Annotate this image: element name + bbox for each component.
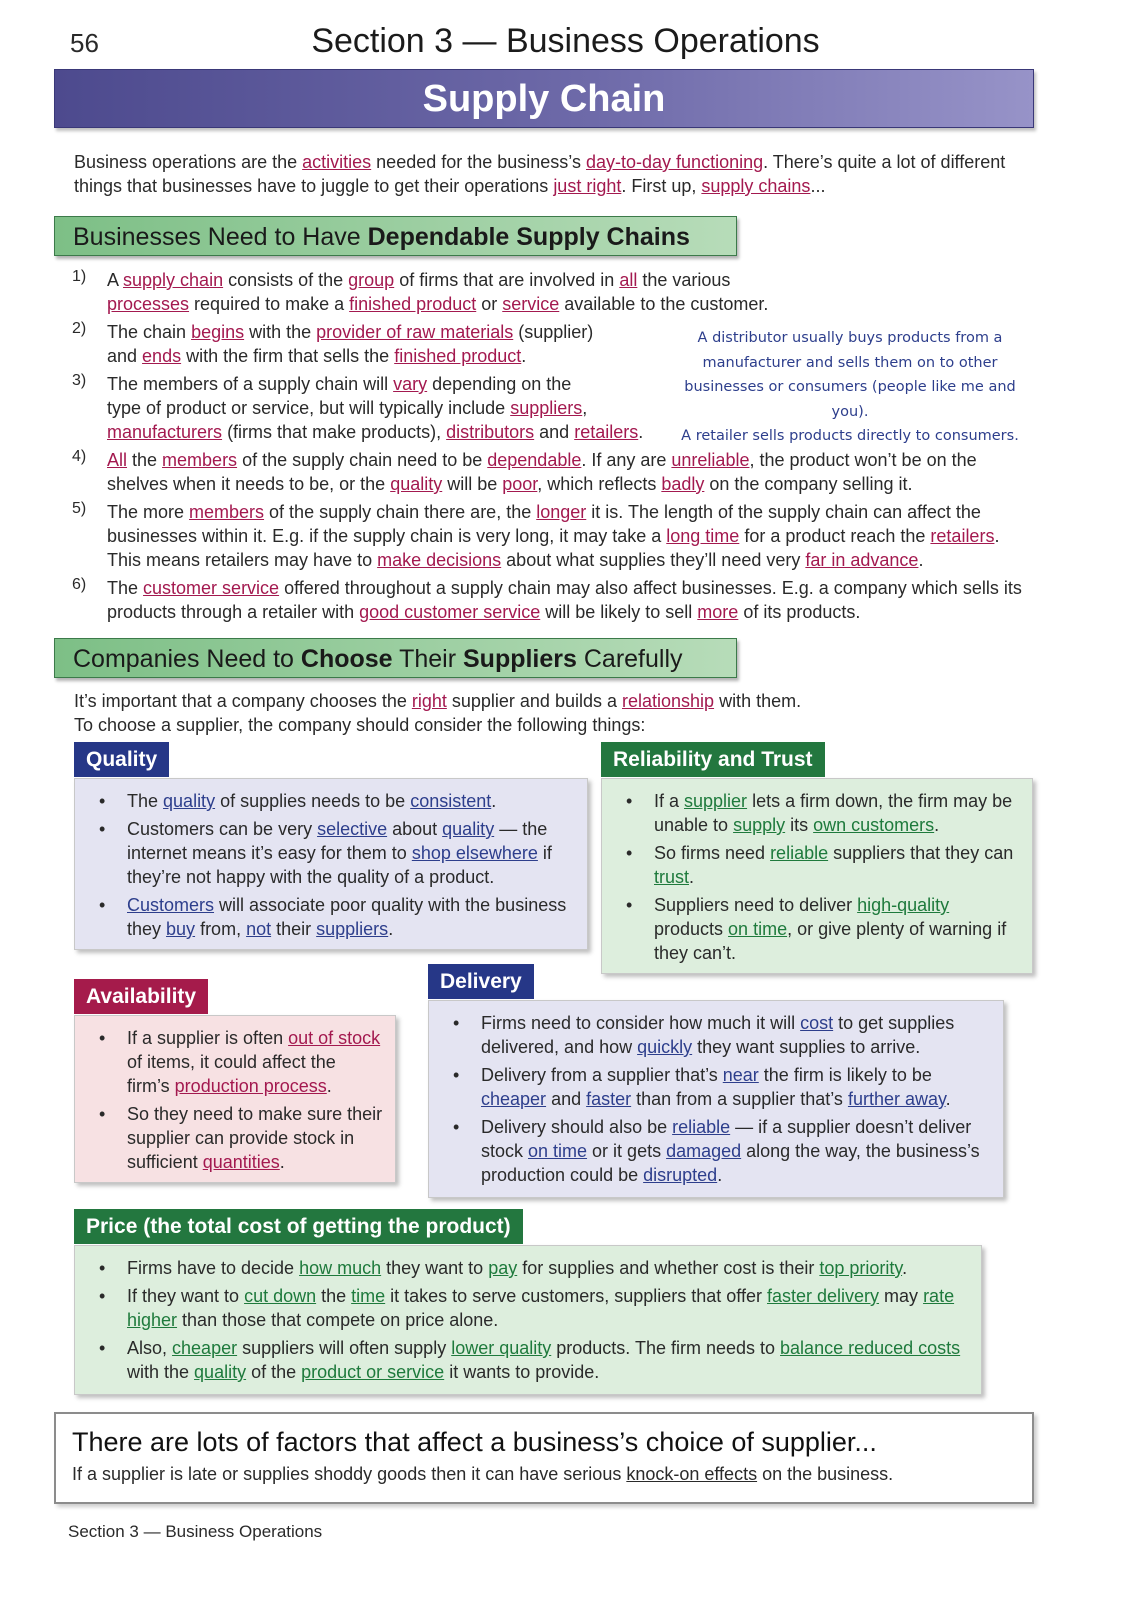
list-item: 1) A supply chain consists of the group of firms that are involved in all the various processes required to make a finished product or service available to the customer.: [72, 268, 769, 314]
list-item: • So firms need reliable suppliers that they can trust.: [602, 841, 1018, 889]
availability-box: [74, 1015, 396, 1183]
list-item: • If a supplier is often out of stock of items, it could affect the firm’s production process.: [75, 1026, 383, 1098]
list-item: • Delivery should also be reliable — if a supplier doesn’t deliver stock on time or it gets damaged along the way, the business’s production could be disrupted.: [429, 1115, 989, 1187]
quality-box: [74, 778, 588, 950]
list-item: 2) The chain begins with the provider of raw materials (supplier) and ends with the firm that sells the finished product.: [72, 320, 594, 366]
section2-intro: It’s important that a company chooses the right supplier and builds a relationship with them. To choose a supplier, the company should consider the following things:: [74, 691, 802, 735]
list-item: • Firms have to decide how much they want to pay for supplies and whether cost is their top priority.: [75, 1256, 967, 1280]
price-box: [74, 1245, 982, 1395]
list-item: • If a supplier lets a firm down, the firm may be unable to supply its own customers.: [602, 789, 1018, 837]
delivery-label: Delivery: [428, 964, 534, 999]
list-item: 6) The customer service offered throughout a supply chain may also affect businesses. E.g. a company which sells its products through a retailer with good customer service will be likely to sell more of its products.: [72, 576, 1022, 622]
intro-paragraph: Business operations are the activities needed for the business’s day-to-day functioning. There’s quite a lot of different things that businesses have to juggle to get their operations just right. First up, supply chains...: [74, 152, 1006, 196]
summary-title: There are lots of factors that affect a business’s choice of supplier...: [72, 1427, 877, 1457]
section-heading-supply-chains: Businesses Need to Have Dependable Supply Chains: [54, 216, 737, 256]
list-item: • If they want to cut down the time it takes to serve customers, suppliers that offer faster delivery may rate higher than those that compete on price alone.: [75, 1284, 967, 1332]
section-title: Section 3 — Business Operations: [311, 22, 820, 60]
list-item: • Delivery from a supplier that’s near the firm is likely to be cheaper and faster than from a supplier that’s further away.: [429, 1063, 989, 1111]
list-item: 4) All the members of the supply chain need to be dependable. If any are unreliable, the product won’t be on the shelves when it needs to be, or the quality will be poor, which reflects badly on the company selling it.: [72, 448, 977, 494]
reliability-box: [601, 778, 1033, 974]
list-item: • Customers will associate poor quality with the business they buy from, not their suppliers.: [75, 893, 573, 941]
list-item: • Also, cheaper suppliers will often supply lower quality products. The firm needs to balance reduced costs with the quality of the product or service it wants to provide.: [75, 1336, 967, 1384]
list-item: • The quality of supplies needs to be consistent.: [75, 789, 573, 813]
quality-label: Quality: [74, 742, 169, 777]
reliability-label: Reliability and Trust: [601, 742, 825, 777]
keyword: activities: [302, 152, 372, 172]
delivery-box: [428, 1000, 1004, 1198]
keyword: supply chains: [701, 176, 811, 196]
section-heading-choose-suppliers: Companies Need to Choose Their Suppliers Carefully: [54, 638, 737, 678]
page-title: Supply Chain: [422, 78, 666, 120]
summary-box: [54, 1412, 1034, 1504]
availability-label: Availability: [74, 979, 208, 1014]
list-item: • So they need to make sure their supplier can provide stock in sufficient quantities.: [75, 1102, 383, 1174]
footer-section-label: Section 3 — Business Operations: [68, 1522, 323, 1541]
summary-text: If a supplier is late or supplies shoddy goods then it can have serious knock-on effects on the business.: [72, 1464, 894, 1484]
keyword: just right: [553, 176, 622, 196]
list-item: 5) The more members of the supply chain there are, the longer it is. The length of the supply chain can affect the businesses within it. E.g. if the supply chain is very long, it may take a long time for a product reach the retailers. This means retailers may have to make decisions about what supplies they’ll need very far in advance.: [72, 500, 1000, 570]
list-item: • Suppliers need to deliver high-quality products on time, or give plenty of warning if they can’t.: [602, 893, 1018, 965]
list-item: 3) The members of a supply chain will vary depending on the type of product or service, but will typically include suppliers, manufacturers (firms that make products), distributors and retailers.: [72, 372, 644, 442]
keyword: day-to-day functioning: [586, 152, 764, 172]
distributor-retailer-note: A distributor usually buys products from a manufacturer and sells them on to other businesses or consumers (people like me and you). A retailer sells products directly to consumers.: [681, 330, 1019, 444]
list-item: • Customers can be very selective about quality — the internet means it’s easy for them to shop elsewhere if they’re not happy with the quality of a product.: [75, 817, 573, 889]
title-banner: [54, 69, 1034, 128]
list-item: • Firms need to consider how much it will cost to get supplies delivered, and how quickly they want supplies to arrive.: [429, 1011, 989, 1059]
page-number: 56: [70, 28, 99, 58]
price-label: Price (the total cost of getting the product): [74, 1209, 523, 1244]
